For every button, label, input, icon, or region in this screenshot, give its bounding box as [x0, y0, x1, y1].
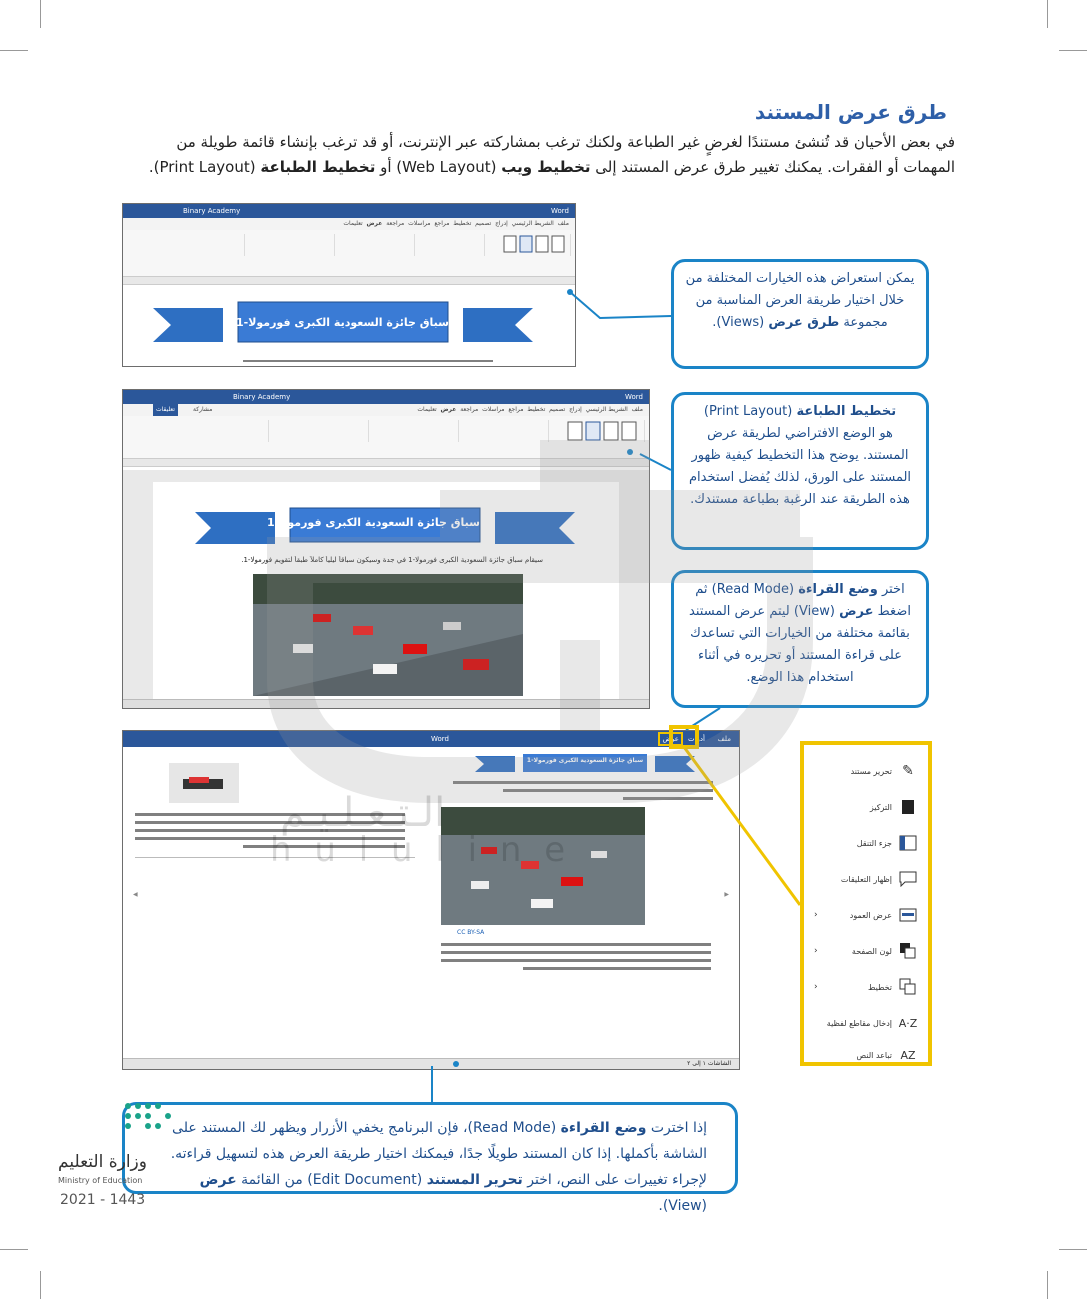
title-bar: Word Binary Academy: [123, 390, 649, 404]
menu-item-text-spacing[interactable]: AZ تباعد النص: [822, 1035, 918, 1075]
menu-item-page-color[interactable]: ‹ لون الصفحة: [822, 931, 918, 971]
banner-text: سباق جائزة السعودية الكبرى فورمولا-1: [266, 516, 480, 529]
ministry-name-ar: وزارة التعليم: [58, 1152, 147, 1172]
callout-read-mode-details: إذا اخترت وضع القراءة (Read Mode)، فإن البرنامج يخفي الأزرار ويظهر لك المستند على الشاشة بأكملها. إذا كان المستند طويلًا جدًا، فيمكنك اختيار طريقة العرض هذه لتسهيل قراءته. لإجراء تغييرات على النص، اختر تحرير المستند (Edit Document) من القائمة عرض (View).: [122, 1102, 738, 1194]
chevron-left-icon: ‹: [814, 946, 818, 956]
menu-item-column-width[interactable]: ‹ عرض العمود: [822, 895, 918, 935]
ministry-dots-icon: [120, 1100, 180, 1138]
comments-button[interactable]: تعليقات: [153, 404, 178, 416]
menu-item-show-comments[interactable]: إظهار التعليقات: [822, 859, 918, 899]
menu-item-edit-document[interactable]: ✎ تحرير مستند: [822, 751, 918, 791]
document-sentence: سيقام سباق جائزة السعودية الكبرى فورمولا-1 في جدة وسيكون سباقاً ليلياً كاملاً طبقاً لتقويم فورمولا-1.: [241, 556, 543, 564]
menu-item-layout[interactable]: ‹ تخطيط: [822, 967, 918, 1007]
share-button[interactable]: مشاركة: [193, 406, 213, 413]
status-bar: الشاشات ١ إلى ٢: [123, 1058, 739, 1069]
view-menu-button[interactable]: عرض: [658, 732, 683, 746]
menu-item-focus[interactable]: التركيز: [822, 787, 918, 827]
word-screenshot-read-mode: ملف أدوات عرض Word سباق جائزة السعودية الكبرى فورمولا-1 CC BY-SA ◀ ▶ الشاشات ١ إلى ٢: [122, 730, 740, 1070]
callout-read-mode: اختر وضع القراءة (Read Mode) ثم اضغط عرض (View) ليتم عرض المستند بقائمة مختلفة من الخيارات التي تساعدك على قراءة المستند أو تحريره في أثناء استخدام هذا الوضع.: [671, 570, 929, 708]
intro-paragraph: في بعض الأحيان قد تُنشئ مستندًا لغرضٍ غير الطباعة ولكنك ترغب بمشاركته عبر الإنترنت، أو قد ترغب بإنشاء قائمة طويلة من المهمات أو الفقرات. يمكنك تغيير طرق عرض المستند إلى تخطيط ويب (Web Layout) أو تخطيط الطباعة (Print Layout).: [148, 133, 955, 176]
section-title: طرق عرض المستند: [754, 100, 947, 124]
chevron-left-icon: ‹: [814, 982, 818, 992]
chevron-left-icon: ‹: [814, 910, 818, 920]
menu-item-syllables[interactable]: A·Z إدخال مقاطع لفظية: [822, 1003, 918, 1043]
ribbon-tabs: ملف الشريط الرئيسي إدراج تصميم تخطيط مراجع مراسلات مراجعة عرض تعليمات: [123, 218, 575, 230]
banner-text: سباق جائزة السعودية الكبرى فورمولا-1: [235, 316, 449, 329]
ministry-name-en: Ministry of Education: [58, 1176, 143, 1185]
tools-menu[interactable]: أدوات: [688, 735, 705, 743]
edit-document-icon: ✎: [902, 763, 914, 779]
ribbon-tabs: ملف الشريط الرئيسي إدراج تصميم تخطيط مراجع مراسلات مراجعة عرض تعليمات تعليقات مشاركة: [123, 404, 649, 416]
callout-print-layout: تخطيط الطباعة (Print Layout) هو الوضع الافتراضي لطريقة عرض المستند. يوضح هذا التخطيط كيفية ظهور المستند على الورق، لذلك يُفضل استخدام هذه الطريقة عند الرغبة بطباعة مستندك.: [671, 392, 929, 550]
title-bar: Word Binary Academy: [123, 204, 575, 218]
file-menu[interactable]: ملف: [717, 735, 731, 743]
text-spacing-icon: AZ: [900, 1048, 916, 1062]
read-mode-toolbar: ملف أدوات عرض Word: [123, 731, 739, 747]
photo-caption: CC BY-SA: [457, 929, 485, 936]
callout-views: يمكن استعراض هذه الخيارات المختلفة من خلال اختيار طريقة العرض المناسبة من مجموعة طرق عرض (Views).: [671, 259, 929, 369]
menu-item-navigation-pane[interactable]: جزء التنقل: [822, 823, 918, 863]
academic-year: 2021 - 1443: [60, 1192, 146, 1208]
syllables-icon: A·Z: [898, 1016, 918, 1030]
